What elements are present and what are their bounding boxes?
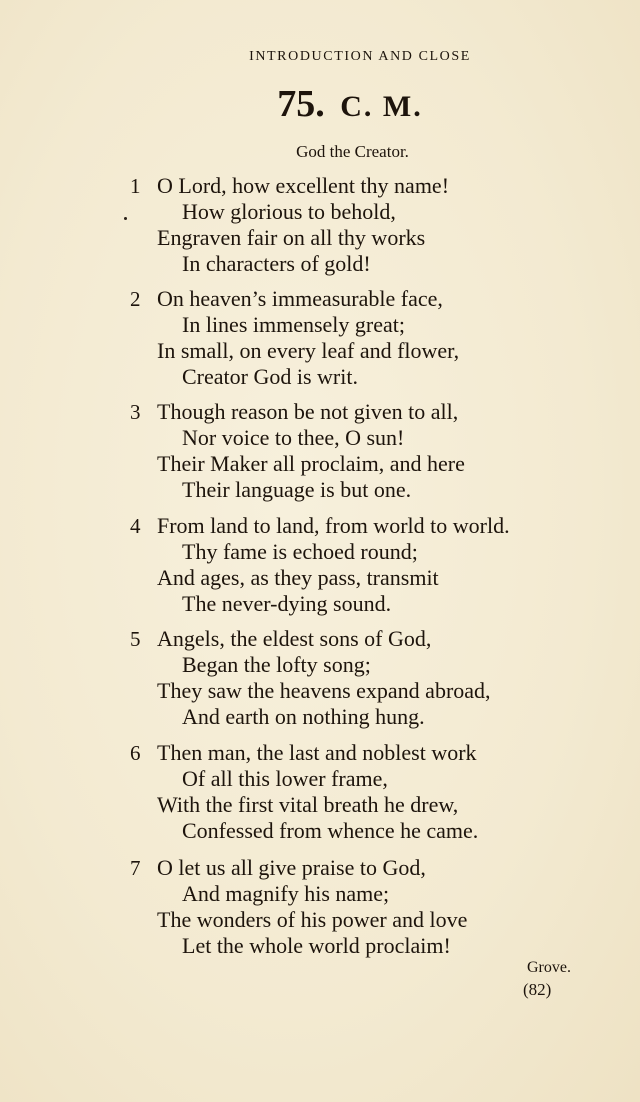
verse-line: Thy fame is echoed round; bbox=[182, 539, 418, 564]
hymn-number: 75. bbox=[277, 83, 325, 125]
running-head: INTRODUCTION AND CLOSE bbox=[249, 49, 471, 64]
verse-line: In small, on every leaf and flower, bbox=[157, 338, 460, 363]
verse-line: How glorious to behold, bbox=[182, 199, 396, 224]
verse-number: 6 bbox=[130, 741, 141, 765]
verse-line: And ages, as they pass, transmit bbox=[157, 565, 439, 590]
hymn-title: God the Creator. bbox=[296, 142, 409, 161]
hymn-meter: C. M. bbox=[340, 90, 423, 123]
verse-line: On heaven’s immeasurable face, bbox=[157, 286, 443, 311]
verse-line: Creator God is writ. bbox=[182, 364, 358, 389]
hymn-author: Grove. bbox=[527, 959, 571, 976]
verse-line: Then man, the last and noblest work bbox=[157, 740, 477, 765]
verse-line: Their language is but one. bbox=[182, 477, 412, 502]
verse-line: O let us all give praise to God, bbox=[157, 855, 426, 880]
verse-line: In characters of gold! bbox=[182, 251, 371, 276]
verse-line: Though reason be not given to all, bbox=[157, 399, 459, 424]
ink-speck bbox=[124, 217, 127, 220]
verse-line: Confessed from whence he came. bbox=[182, 818, 479, 843]
verse-number: 3 bbox=[130, 400, 141, 424]
verse-line: They saw the heavens expand abroad, bbox=[157, 678, 491, 703]
verse-line: The never-dying sound. bbox=[182, 591, 392, 616]
verse-line: Their Maker all proclaim, and here bbox=[157, 451, 465, 476]
verse-number: 4 bbox=[130, 514, 141, 538]
verse-line: With the first vital breath he drew, bbox=[157, 792, 459, 817]
hymn-heading bbox=[0, 80, 640, 131]
verse-line: Let the whole world proclaim! bbox=[182, 933, 451, 958]
verse-line: From land to land, from world to world. bbox=[157, 513, 510, 538]
page-number: (82) bbox=[523, 980, 552, 999]
verse-number: 7 bbox=[130, 856, 141, 880]
verse-number: 1 bbox=[130, 174, 141, 198]
verse-line: And magnify his name; bbox=[182, 881, 390, 906]
verse-line: The wonders of his power and love bbox=[157, 907, 468, 932]
verse-number: 2 bbox=[130, 287, 141, 311]
verse-line: Nor voice to thee, O sun! bbox=[182, 425, 405, 450]
verse-line: Began the lofty song; bbox=[182, 652, 371, 677]
verse-line: O Lord, how excellent thy name! bbox=[157, 173, 450, 198]
verse-line: Of all this lower frame, bbox=[182, 766, 388, 791]
verse-line: Angels, the eldest sons of God, bbox=[157, 626, 432, 651]
verse-line: Engraven fair on all thy works bbox=[157, 225, 426, 250]
verse-line: And earth on nothing hung. bbox=[182, 704, 425, 729]
verse-line: In lines immensely great; bbox=[182, 312, 405, 337]
verse-number: 5 bbox=[130, 627, 141, 651]
